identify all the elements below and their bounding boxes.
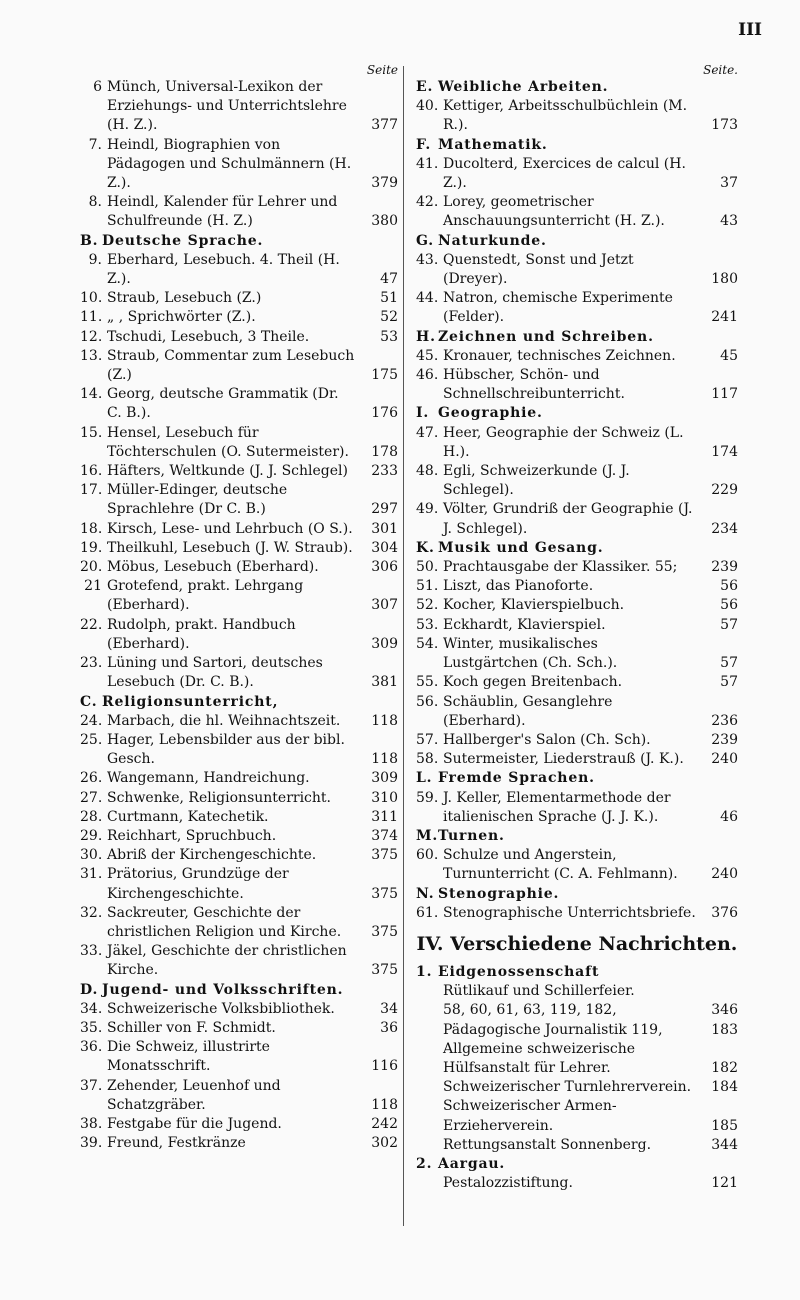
section-letter: K. [416,539,435,556]
entry-text: Wangemann, Handreichung. [107,770,310,787]
entry-page: 180 [711,271,738,288]
entry-number: 13. [80,347,103,364]
entry-text: Hager, Lebensbilder aus der bibl. Gesch. [107,731,345,768]
entry-number: 10. [80,290,103,307]
entry-page: 375 [371,962,398,979]
entry-text: Sackreuter, Geschichte der christlichen Religion und Kirche. [107,904,342,940]
part-heading: IV. Verschiedene Nachrichten. [416,932,738,955]
entry-page: 53 [380,328,398,345]
index-entry [416,500,738,538]
index-entry [80,808,398,827]
entry-text: Eberhard, Lesebuch. 4. Theil (H. Z.). [107,251,340,288]
entry-page: 46 [720,808,738,825]
entry-number: 6 [93,79,102,95]
entry-number: 24. [80,712,103,729]
entry-page: 47 [380,271,398,288]
entry-text: Schäublin, Gesanglehre (Eberhard). [443,693,613,729]
entry-text: Prätorius, Grundzüge der Kirchengeschichte. [107,866,289,902]
index-entry [80,654,398,692]
entry-text: Theilkuhl, Lesebuch (J. W. Straub). [107,539,353,556]
entry-page: 309 [371,635,398,652]
entry-page: 297 [371,501,398,518]
entry-text: Liszt, das Pianoforte. [443,578,594,595]
index-entry [416,424,738,462]
index-entry [416,596,738,615]
entry-number: 17. [80,482,103,499]
entry-page: 239 [711,731,738,748]
sub-entry [416,1174,738,1193]
index-entry [80,712,398,731]
entry-number: 25. [80,731,103,748]
entry-text: Reichhart, Spruchbuch. [107,827,277,844]
index-entry [80,1115,398,1134]
index-entry [80,328,398,347]
section-letter: I. [416,405,430,422]
entry-number: 60. [416,847,439,864]
entry-page: 56 [720,597,738,614]
section-letter: D. [80,981,99,998]
entry-text: Lüning und Sartori, deutsches Lesebuch (Dr. C. B.). [107,655,323,691]
section-title: Eidgenossenschaft [438,963,600,980]
section-title: Mathematik. [438,136,548,153]
entry-number: 18. [80,520,103,537]
section-letter: E. [416,79,434,95]
entry-page: 116 [371,1058,398,1075]
section-letter: M. [416,827,439,844]
entry-text: Völter, Grundriß der Geographie (J. J. Schlegel). [443,501,693,537]
entry-page: 306 [371,559,398,576]
entry-page: 178 [371,443,398,460]
entry-page: 310 [371,789,398,806]
index-entry [80,1000,398,1019]
entry-page: 37 [720,175,738,192]
index-entry [80,616,398,654]
section-heading [416,769,738,788]
index-entry [80,193,398,231]
entry-number: 45. [416,347,439,364]
entry-number: 53. [416,616,439,633]
entry-text: „ , Sprichwörter (Z.). [107,309,256,326]
index-entry [80,78,398,136]
index-entry [416,731,738,750]
entry-page: 175 [371,367,398,384]
entry-text: Kronauer, technisches Zeichnen. [443,347,676,364]
sub-entry [416,1136,738,1155]
section-heading [80,981,398,1000]
index-entry [80,136,398,194]
entry-page: 380 [371,213,398,230]
entry-page: 51 [380,290,398,307]
index-entry [416,693,738,731]
entry-number: 28. [80,808,103,825]
entry-page: 233 [371,463,398,480]
entry-page: 301 [371,520,398,537]
entry-number: 39. [80,1135,103,1152]
entry-page: 236 [711,712,738,729]
section-title: Turnen. [438,827,505,844]
entry-page: 118 [371,712,398,729]
entry-number: 41. [416,155,439,172]
right-column [416,62,738,1193]
entry-page: 183 [711,1021,738,1038]
index-entry [416,366,738,404]
entry-text: Tschudi, Lesebuch, 3 Theile. [107,328,310,345]
entry-text: Heindl, Kalender für Lehrer und Schulfreunde (H. Z.) [107,194,338,230]
entry-page: 377 [371,117,398,134]
entry-number: 46. [416,367,439,384]
entry-text: Kettiger, Arbeitsschulbüchlein (M. R.). [443,98,688,134]
entry-page: 43 [720,213,738,230]
index-entry [80,385,398,423]
entry-text: Jäkel, Geschichte der christlichen Kirche. [107,943,347,979]
section-letter: 1. [416,963,433,980]
index-entry [416,289,738,327]
index-entry [416,462,738,500]
entry-page: 375 [371,885,398,902]
entry-number: 14. [80,386,103,403]
entry-page: 184 [711,1079,738,1096]
index-entry [80,347,398,385]
index-entry [80,577,398,615]
index-entry [416,193,738,231]
entry-page: 239 [711,559,738,576]
entry-number: 20. [80,559,103,576]
section-letter: L. [416,770,433,787]
entry-number: 22. [80,616,103,633]
entry-text: Schwenke, Religionsunterricht. [107,789,331,806]
section-heading [416,136,738,155]
entry-text: Lorey, geometrischer Anschauungsunterricht (H. Z.). [443,194,665,230]
entry-text: Rudolph, prakt. Handbuch (Eberhard). [107,616,296,652]
section-heading [416,78,738,97]
left-column [80,62,398,1153]
entry-text: Straub, Commentar zum Lesebuch (Z.) [107,347,355,384]
entry-text: Hallberger's Salon (Ch. Sch). [443,731,651,748]
section-title: Aargau. [438,1155,506,1172]
entry-page: 375 [371,847,398,864]
entry-number: 12. [80,328,103,345]
index-entry [80,865,398,903]
seite-header-right: Seite. [703,63,738,77]
section-title: Stenographie. [438,885,560,902]
entry-text: Festgabe für die Jugend. [107,1115,282,1132]
entry-page: 185 [711,1117,738,1134]
section-heading [416,404,738,423]
entry-text: 58, 60, 61, 63, 119, 182, [443,1002,617,1019]
entry-page: 57 [720,616,738,633]
entry-page: 176 [371,405,398,422]
entry-text: Rütlikauf und Schillerfeier. [443,983,635,1000]
entry-text: Allgemeine schweizerische Hülfsanstalt für Lehrer. [443,1040,636,1076]
index-entry [80,558,398,577]
section-letter: N. [416,885,435,902]
entry-text: Die Schweiz, illustrirte Monatsschrift. [107,1039,270,1075]
index-entry [416,789,738,827]
index-entry [80,904,398,942]
section-heading [416,1155,738,1174]
entry-number: 37. [80,1077,103,1094]
entry-text: Möbus, Lesebuch (Eberhard). [107,559,319,576]
index-entry [416,577,738,596]
index-entry [80,481,398,519]
section-letter: C. [80,693,98,710]
index-entry [80,462,398,481]
index-entry [416,347,738,366]
entry-page: 36 [380,1019,398,1036]
sub-entry [416,1021,738,1040]
entry-text: Marbach, die hl. Weihnachtszeit. [107,712,341,729]
index-entry [80,827,398,846]
entry-number: 40. [416,98,439,115]
section-title: Naturkunde. [438,232,547,249]
entry-page: 118 [371,751,398,768]
entry-text: Quenstedt, Sonst und Jetzt (Dreyer). [443,251,634,288]
page-number: III [738,20,762,40]
section-title: Zeichnen und Schreiben. [438,328,654,345]
entry-text: Egli, Schweizerkunde (J. J. Schlegel). [443,463,630,499]
entry-text: Winter, musikalisches Lustgärtchen (Ch. Sch.). [443,635,618,672]
entry-page: 52 [380,309,398,326]
entry-text: Stenographische Unterrichtsbriefe. [443,904,696,921]
entry-number: 31. [80,866,103,883]
entry-number: 35. [80,1019,103,1036]
entry-number: 57. [416,731,439,748]
section-title: Musik und Gesang. [438,539,604,556]
entry-number: 58. [416,751,439,768]
index-entry [416,616,738,635]
entry-number: 59. [416,789,439,806]
section-letter: 2. [416,1155,433,1172]
section-title: Weibliche Arbeiten. [438,79,609,95]
left-entries [80,78,398,1153]
section-heading [416,539,738,558]
entry-text: Schweizerischer Turnlehrerverein. [443,1079,692,1096]
entry-page: 379 [371,175,398,192]
entry-page: 57 [720,674,738,691]
index-entry [80,942,398,980]
entry-text: Kocher, Klavierspielbuch. [443,597,625,614]
entry-text: Münch, Universal-Lexikon der Erziehungs- und Unterrichtslehre (H. Z.). [107,79,347,134]
index-entry [80,1038,398,1076]
entry-text: Häfters, Weltkunde (J. J. Schlegel) [107,463,348,480]
entry-text: Pädagogische Journalistik 119, [443,1021,663,1038]
entry-page: 182 [711,1059,738,1076]
entry-page: 173 [711,117,738,134]
entry-number: 16. [80,463,103,480]
entry-page: 375 [371,923,398,940]
entry-page: 242 [371,1115,398,1132]
entry-text: Hübscher, Schön- und Schnellschreibunterricht. [443,367,625,403]
entry-page: 56 [720,578,738,595]
entry-text: Schweizerischer Armen-Erzieherverein. [443,1098,617,1134]
entry-page: 344 [711,1136,738,1153]
entry-page: 381 [371,674,398,691]
entry-page: 234 [711,520,738,537]
entry-number: 34. [80,1000,103,1017]
entry-number: 8. [88,194,102,211]
entry-number: 38. [80,1115,103,1132]
section-heading [416,232,738,251]
index-entry [416,750,738,769]
sub-entry [416,1001,738,1020]
seite-header-left: Seite [366,63,398,77]
entry-page: 302 [371,1135,398,1152]
entry-number: 56. [416,693,439,710]
entry-page: 34 [380,1000,398,1017]
entry-number: 55. [416,674,439,691]
entry-page: 229 [711,482,738,499]
column-divider [403,66,404,1226]
section-letter: B. [80,232,99,249]
entry-text: Kirsch, Lese- und Lehrbuch (O S.). [107,520,353,537]
entry-number: 61. [416,904,439,921]
entry-text: Koch gegen Breitenbach. [443,674,623,691]
sub-entry [416,1097,738,1135]
entry-number: 49. [416,501,439,518]
entry-number: 9. [88,251,102,268]
entry-text: J. Keller, Elementarmethode der italienischen Sprache (J. J. K.). [443,789,671,825]
entry-text: Schiller von F. Schmidt. [107,1019,276,1036]
index-entry [80,289,398,308]
entry-number: 30. [80,847,103,864]
index-entry [80,539,398,558]
index-entry [416,155,738,193]
entry-text: Abriß der Kirchengeschichte. [107,847,317,864]
entry-text: Freund, Festkränze [107,1135,246,1152]
section-title: Geographie. [438,405,543,422]
entry-text: Prachtausgabe der Klassiker. 55; [443,559,678,576]
entry-number: 47. [416,424,439,441]
entry-page: 45 [720,347,738,364]
entry-page: 241 [711,309,738,326]
entry-number: 52. [416,597,439,614]
entry-text: Schulze und Angerstein, Turnunterricht (C. A. Fehlmann). [443,847,678,883]
section-letter: F. [416,136,432,153]
index-entry [416,635,738,673]
sub-entry [416,1078,738,1097]
index-entry [80,789,398,808]
entry-number: 51. [416,578,439,595]
entry-number: 54. [416,635,439,652]
entry-number: 33. [80,943,103,960]
entry-number: 21 [84,578,102,595]
entry-text: Curtmann, Katechetik. [107,808,269,825]
entry-page: 240 [711,866,738,883]
entry-number: 15. [80,424,103,441]
entry-text: Grotefend, prakt. Lehrgang (Eberhard). [107,578,304,614]
index-entry [80,424,398,462]
section-heading [416,328,738,347]
section-heading [416,885,738,904]
entry-text: Sutermeister, Liederstrauß (J. K.). [443,751,684,768]
entry-number: 48. [416,463,439,480]
section-title: Deutsche Sprache. [102,232,264,249]
entry-page: 117 [711,386,738,403]
index-entry [80,1134,398,1153]
section-letter: G. [416,232,435,249]
sub-entry [416,982,738,1001]
entry-number: 29. [80,827,103,844]
index-entry [80,769,398,788]
index-entry [416,673,738,692]
entry-text: Zehender, Leuenhof und Schatzgräber. [107,1077,281,1113]
index-entry [416,251,738,289]
entry-page: 304 [371,539,398,556]
index-entry [80,731,398,769]
section-heading [80,232,398,251]
entry-number: 32. [80,904,103,921]
entry-text: Müller-Edinger, deutsche Sprachlehre (Dr C. B.) [107,482,288,518]
section-letter: H. [416,328,436,345]
entry-text: Natron, chemische Experimente (Felder). [443,290,673,326]
entry-number: 23. [80,655,103,672]
right-entries [416,78,738,1193]
entry-text: Ducolterd, Exercices de calcul (H. Z.). [443,155,686,192]
index-entry [80,1077,398,1115]
entry-page: 307 [371,597,398,614]
entry-number: 42. [416,194,439,211]
index-entry [80,1019,398,1038]
entry-page: 346 [711,1002,738,1019]
section-heading [80,693,398,712]
index-entry [80,308,398,327]
index-entry [416,97,738,135]
entry-number: 19. [80,539,103,556]
entry-number: 43. [416,251,439,268]
entry-page: 174 [711,443,738,460]
entry-number: 11. [80,309,103,326]
index-entry [80,251,398,289]
sub-entry [416,1040,738,1078]
index-entry [416,846,738,884]
entry-number: 36. [80,1039,103,1056]
section-title: Jugend- und Volksschriften. [102,981,344,998]
entry-text: Schweizerische Volksbibliothek. [107,1000,335,1017]
entry-number: 44. [416,290,439,307]
entry-number: 7. [88,136,102,153]
index-entry [80,846,398,865]
entry-page: 57 [720,655,738,672]
entry-text: Hensel, Lesebuch für Töchterschulen (O. Sutermeister). [107,424,349,460]
entry-number: 27. [80,789,103,806]
entry-page: 376 [711,904,738,921]
entry-text: Pestalozzistiftung. [443,1175,573,1192]
entry-text: Heer, Geographie der Schweiz (L. H.). [443,424,684,460]
section-title: Religionsunterricht, [102,693,279,710]
section-heading [416,963,738,982]
entry-page: 121 [711,1175,738,1192]
entry-text: Georg, deutsche Grammatik (Dr. C. B.). [107,386,339,422]
index-entry [416,558,738,577]
entry-number: 50. [416,559,439,576]
entry-page: 374 [371,827,398,844]
section-heading [416,827,738,846]
entry-text: Heindl, Biographien von Pädagogen und Schulmännern (H. Z.). [107,136,352,192]
entry-page: 240 [711,751,738,768]
entry-text: Straub, Lesebuch (Z.) [107,290,262,307]
entry-text: Rettungsanstalt Sonnenberg. [443,1136,652,1153]
entry-page: 309 [371,770,398,787]
section-title: Fremde Sprachen. [438,770,595,787]
index-entry [80,520,398,539]
entry-text: Eckhardt, Klavierspiel. [443,616,606,633]
index-entry [416,904,738,923]
entry-page: 311 [371,808,398,825]
entry-page: 118 [371,1096,398,1113]
entry-number: 26. [80,770,103,787]
